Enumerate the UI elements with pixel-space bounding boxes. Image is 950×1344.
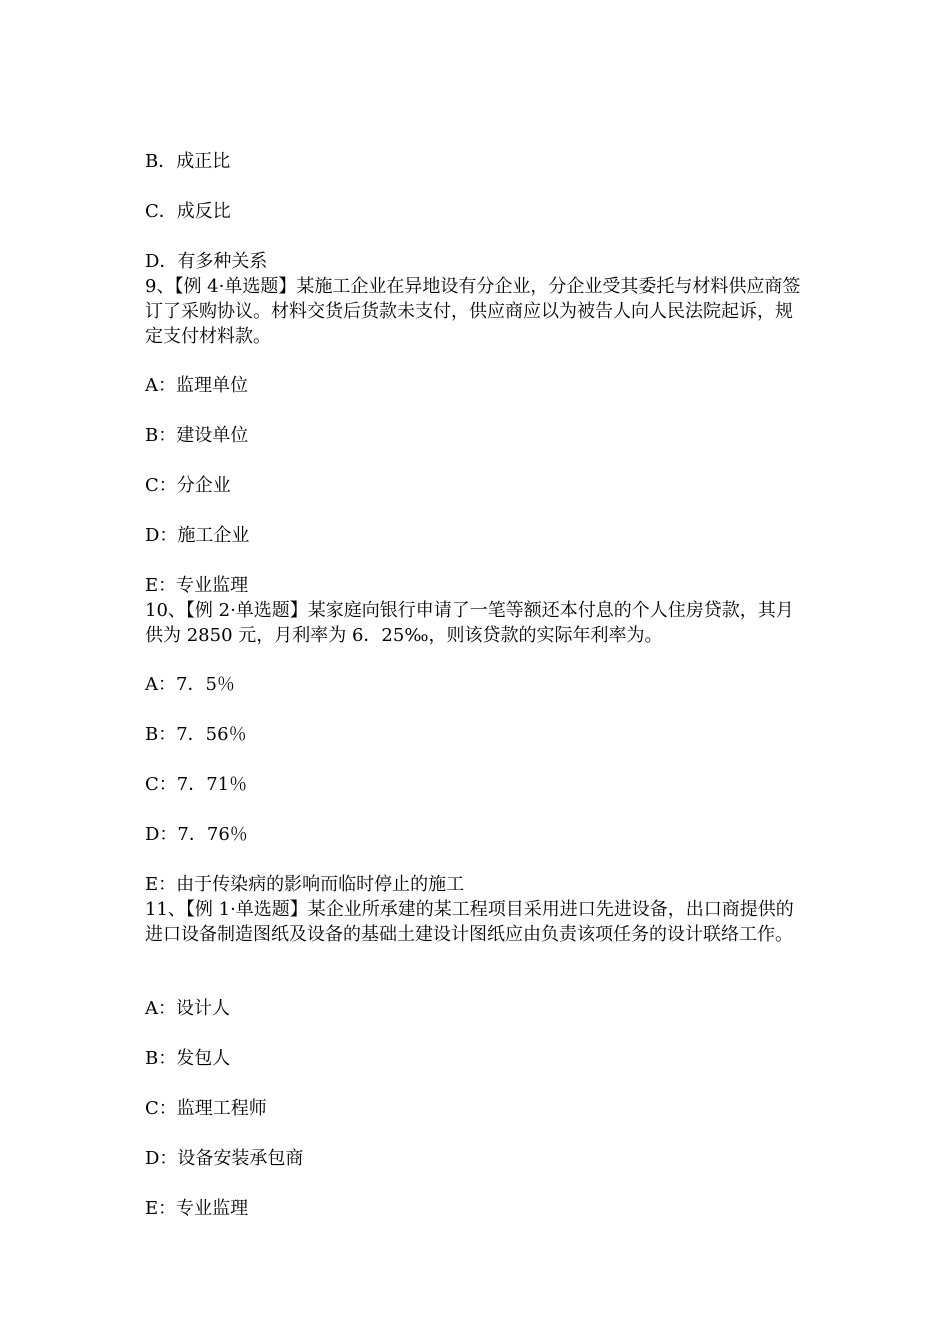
- q11-option-a: A：设计人: [145, 998, 230, 1019]
- q10-option-a: A：7．5％: [145, 674, 235, 695]
- q8-option-c: C．成反比: [145, 201, 231, 222]
- q9-option-d: D：施工企业: [145, 525, 250, 546]
- q9-option-b: B：建设单位: [145, 425, 249, 446]
- q11-option-d: D：设备安装承包商: [145, 1148, 304, 1169]
- q8-option-b: B．成正比: [145, 151, 231, 172]
- q10-option-b: B：7．56％: [145, 724, 247, 745]
- q11-stem: 11、【例 1·单选题】某企业所承建的某工程项目采用进口先进设备，出口商提供的进口设备制造图纸及设备的基础土建设计图纸应由负责该项任务的设计联络工作。: [145, 899, 794, 945]
- q10-stem: 10、【例 2·单选题】某家庭向银行申请了一笔等额还本付息的个人住房贷款，其月供为 2850 元，月利率为 6．25‰，则该贷款的实际年利率为。: [145, 600, 794, 646]
- q9-option-a: A：监理单位: [145, 375, 248, 396]
- q9-option-e: E：专业监理: [145, 575, 249, 596]
- q11-option-c: C：监理工程师: [145, 1098, 267, 1119]
- q10-option-e: E：由于传染病的影响而临时停止的施工: [145, 874, 465, 895]
- q11-option-e: E：专业监理: [145, 1198, 249, 1219]
- q8-option-d: D．有多种关系: [145, 251, 268, 272]
- q9-stem: 9、【例 4·单选题】某施工企业在异地设有分企业，分企业受其委托与材料供应商签订了采购协议。材料交货后货款未支付，供应商应以为被告人向人民法院起诉，规定支付材料款。: [145, 276, 801, 347]
- q11-option-b: B：发包人: [145, 1048, 231, 1069]
- q10-option-c: C：7．71％: [145, 774, 248, 795]
- q9-option-c: C：分企业: [145, 475, 231, 496]
- q10-option-d: D：7．76％: [145, 824, 248, 845]
